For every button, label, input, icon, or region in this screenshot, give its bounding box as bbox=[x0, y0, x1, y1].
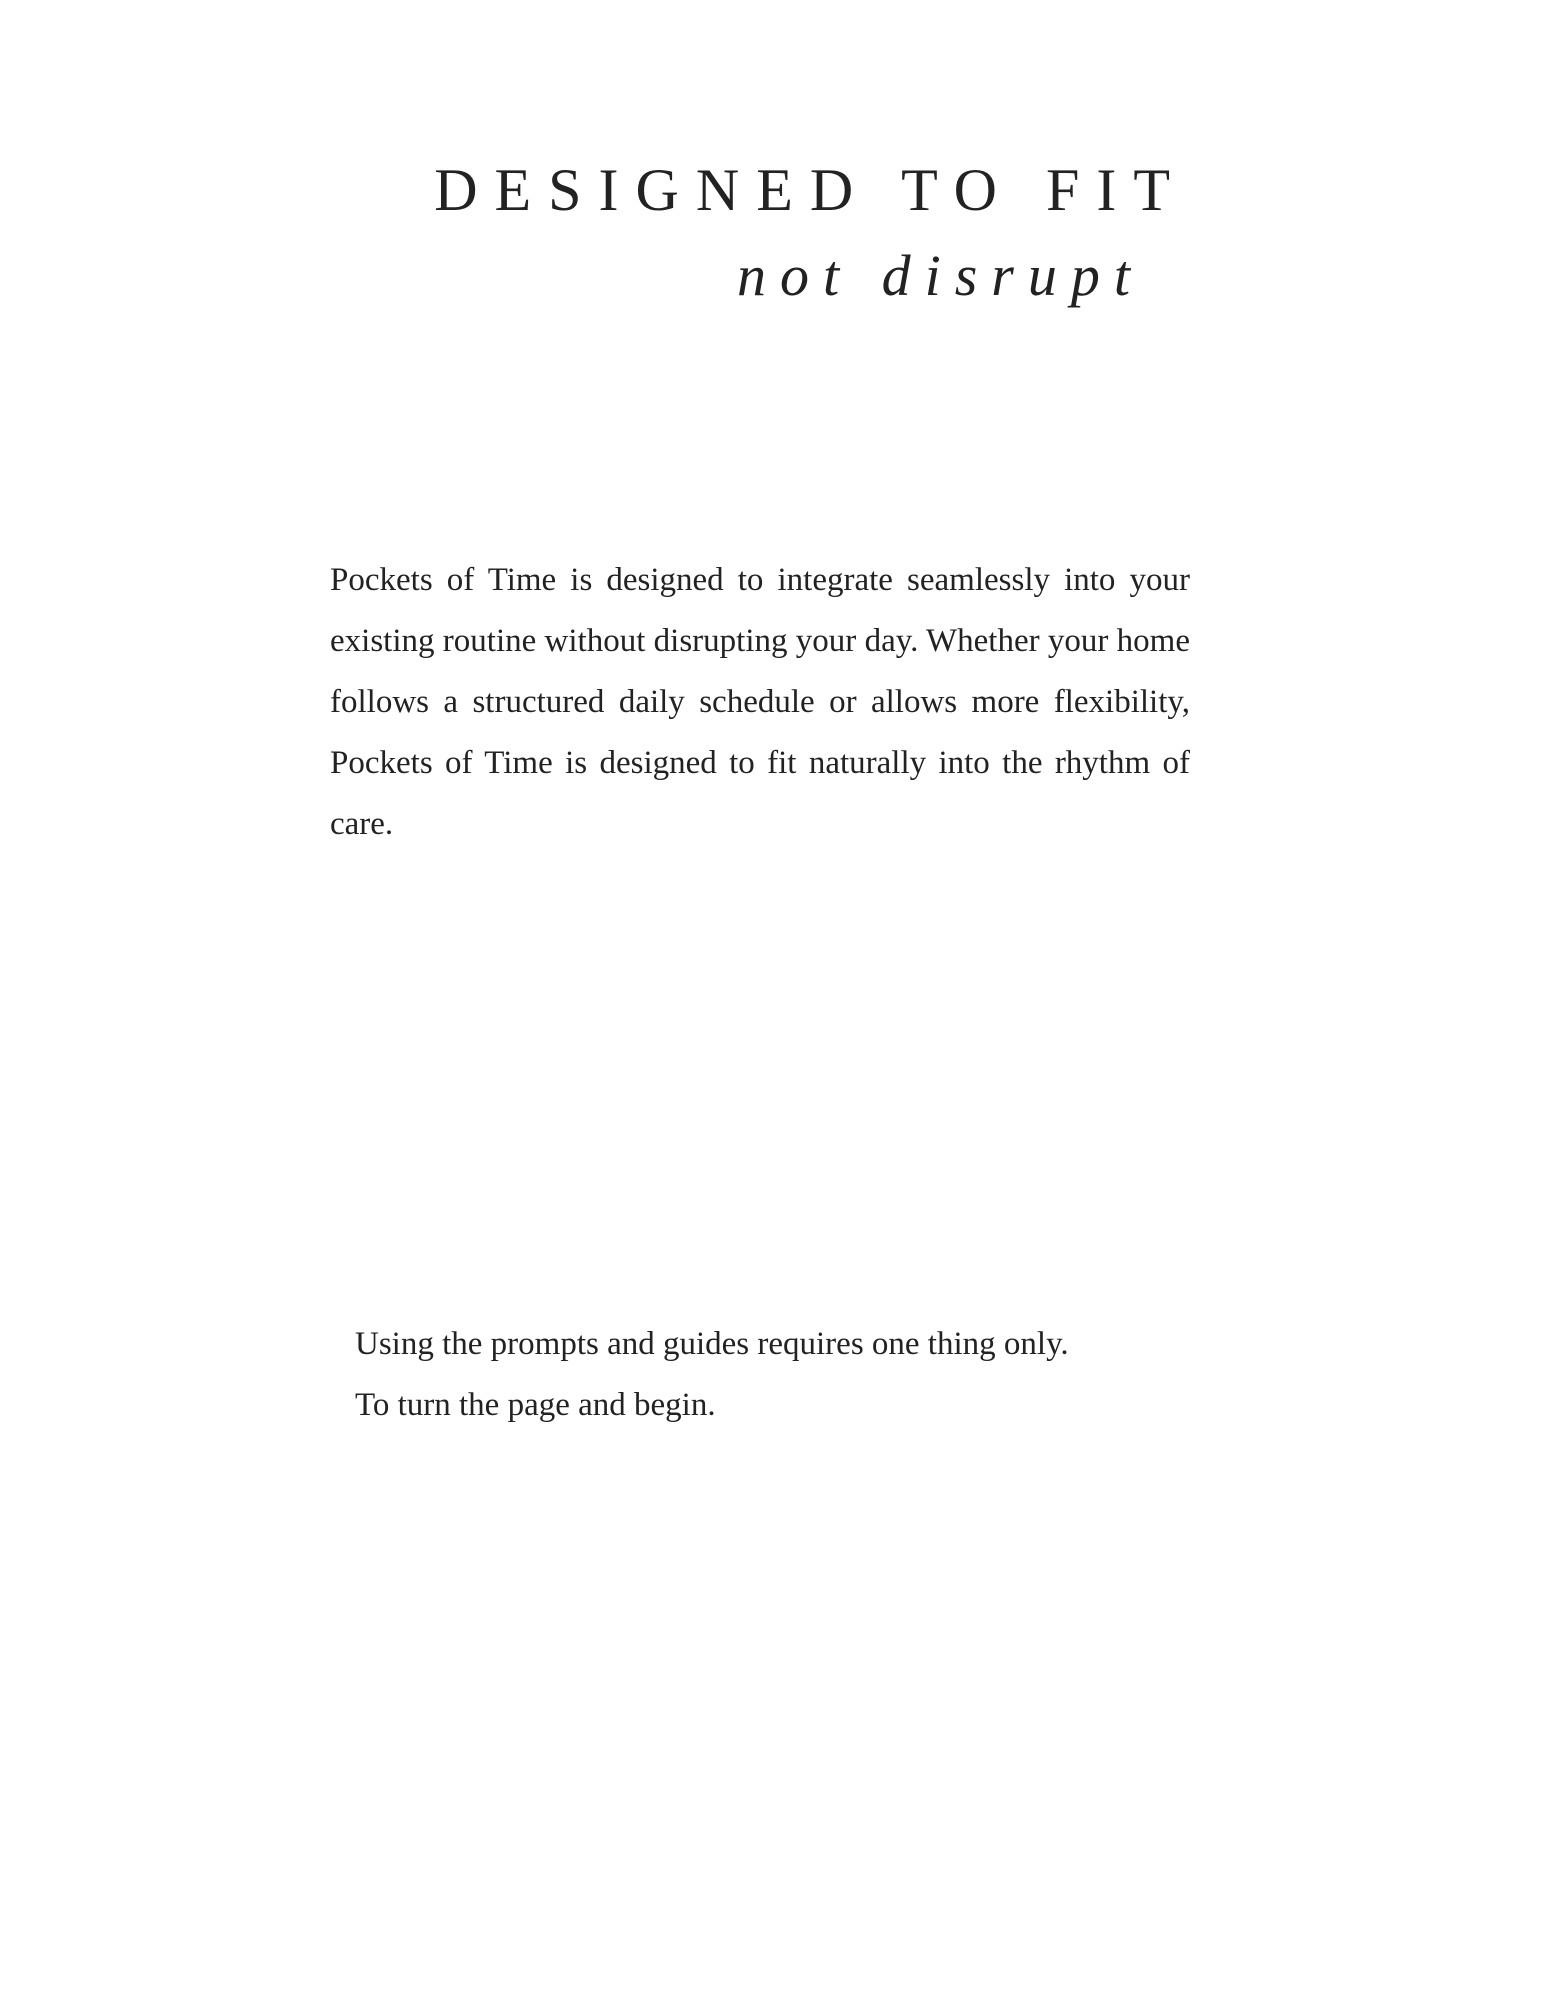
heading-subtitle: not disrupt bbox=[737, 243, 1144, 308]
closing-line-1: Using the prompts and guides requires one thing only. bbox=[355, 1326, 1069, 1362]
closing-line-2: To turn the page and begin. bbox=[355, 1387, 716, 1423]
intro-paragraph: Pockets of Time is designed to integrate seamlessly into your existing routine without disrupting your day. Whether your home follows a structured daily schedule or allows more flexibility, Pockets of Time is designed to fit naturally into the rhythm of care. bbox=[330, 562, 1190, 842]
page-heading bbox=[300, 150, 1187, 316]
heading-title: DESIGNED TO FIT bbox=[434, 157, 1187, 223]
closing-text bbox=[355, 1314, 1215, 1436]
